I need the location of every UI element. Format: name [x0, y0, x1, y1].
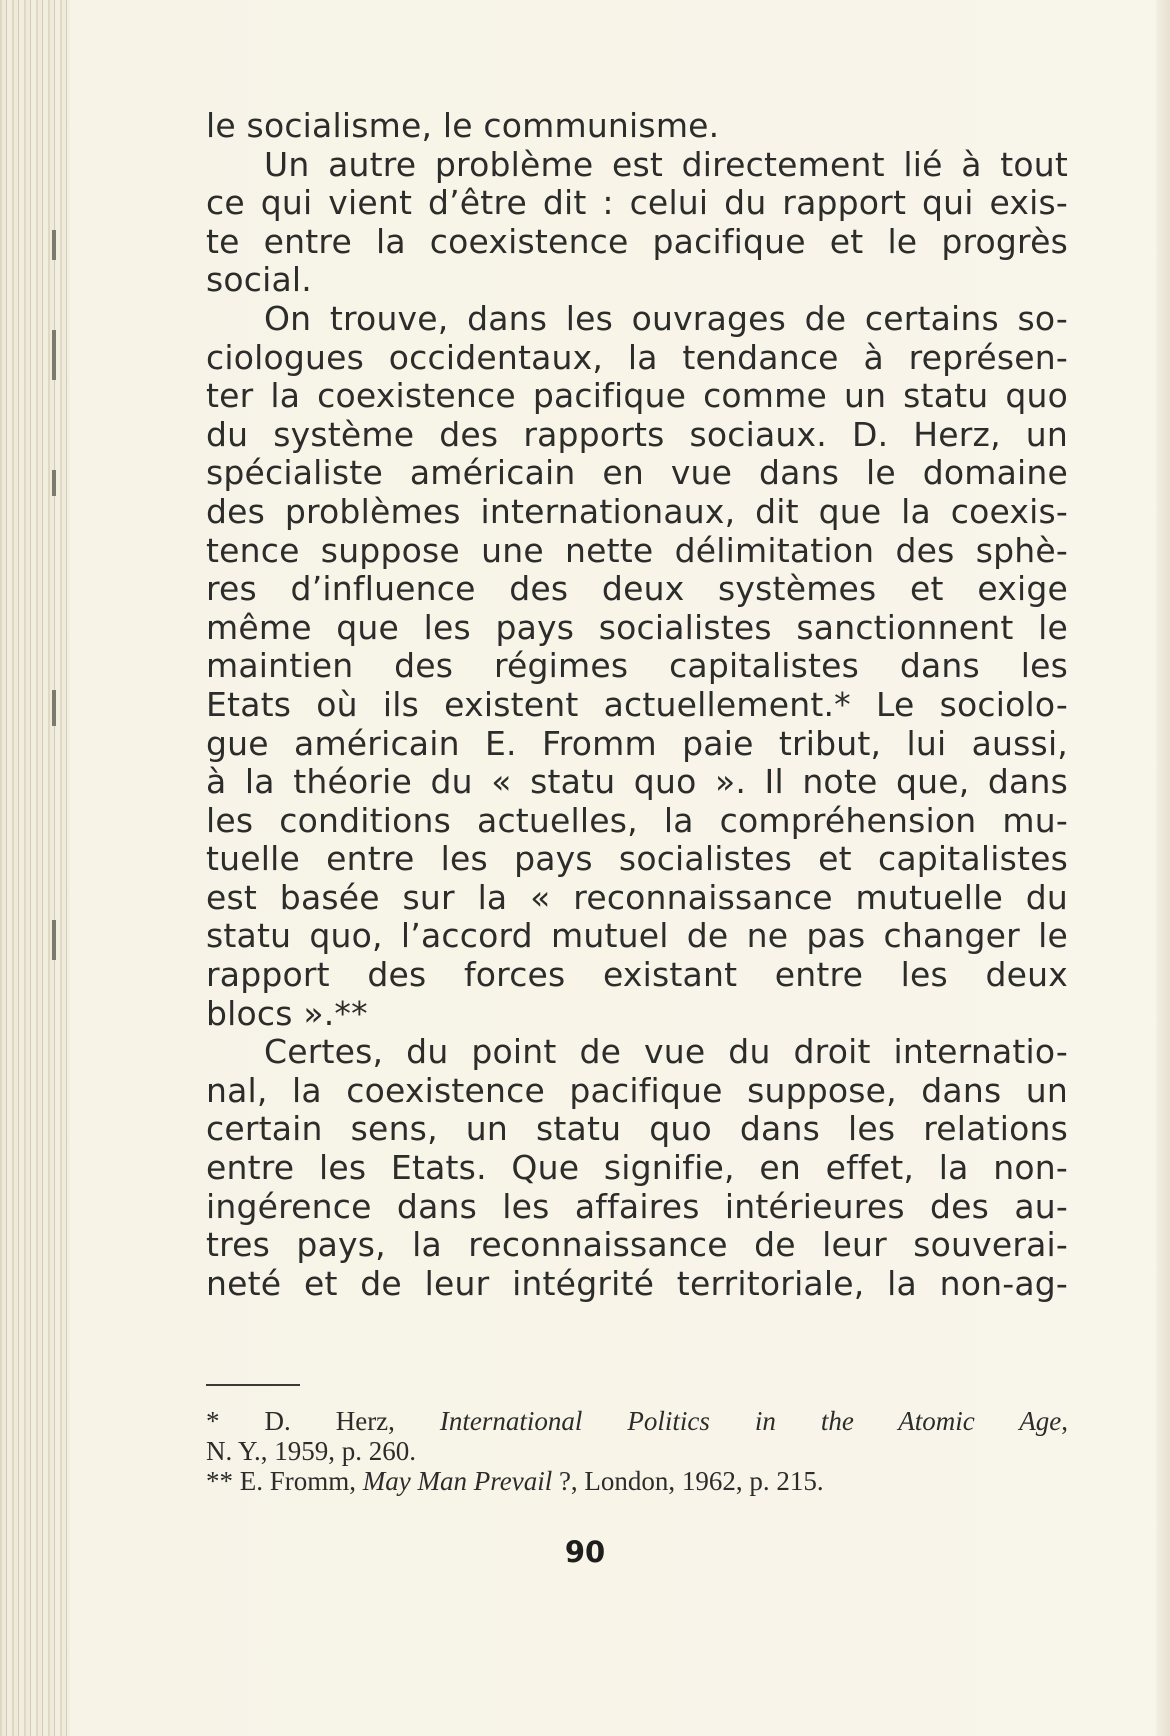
footnote-2-marker: ** E. Fromm, [206, 1466, 363, 1496]
footnote-rule [206, 1384, 300, 1386]
footnote-2 [206, 1466, 1068, 1496]
text-line: neté et de leur intégrité territoriale, la non-ag- [206, 1263, 1068, 1303]
text-line: tres pays, la reconnaissance de leur souverai- [206, 1225, 1068, 1265]
text-line: du système des rapports sociaux. D. Herz, un [206, 414, 1068, 454]
text-line: Certes, du point de vue du droit internatio- [264, 1032, 1068, 1072]
text-line: ter la coexistence pacifique comme un statu quo [206, 376, 1068, 416]
text-line: ce qui vient d’être dit : celui du rapport qui exis- [206, 183, 1068, 223]
spine-mark [52, 920, 56, 960]
text-line: est basée sur la « reconnaissance mutuelle du [206, 877, 1068, 917]
body-text [206, 107, 1068, 1303]
text-line: spécialiste américain en vue dans le domaine [206, 453, 1068, 493]
footnote-1-title: International Politics in the Atomic Age [439, 1406, 1062, 1436]
text-line: statu quo, l’accord mutuel de ne pas changer le [206, 916, 1068, 956]
text-line: le socialisme, le communisme. [206, 106, 720, 145]
footnote-1 [206, 1406, 1068, 1436]
text-line: ciologues occidentaux, la tendance à représen- [206, 337, 1068, 377]
text-line: certain sens, un statu quo dans les relations [206, 1109, 1068, 1149]
footnote-1-rest: , [1061, 1406, 1068, 1436]
text-line: res d’influence des deux systèmes et exige [206, 569, 1068, 609]
text-line: Un autre problème est directement lié à tout [264, 144, 1068, 184]
text-line: maintien des régimes capitalistes dans les [206, 646, 1068, 686]
text-line: ingérence dans les affaires intérieures des au- [206, 1186, 1068, 1226]
text-line: gue américain E. Fromm paie tribut, lui aussi, [206, 723, 1068, 763]
text-line: blocs ».** [206, 993, 368, 1033]
text-line: les conditions actuelles, la compréhension mu- [206, 800, 1068, 840]
text-line: entre les Etats. Que signifie, en effet, la non- [206, 1148, 1068, 1188]
text-line: social. [206, 260, 312, 300]
text-line: tence suppose une nette délimitation des sphè- [206, 530, 1068, 570]
book-spine-edge [0, 0, 70, 1736]
spine-mark [52, 470, 56, 496]
text-line: nal, la coexistence pacifique suppose, dans un [206, 1070, 1068, 1110]
text-line: On trouve, dans les ouvrages de certains so- [264, 298, 1068, 338]
footnote-2-rest: ?, London, 1962, p. 215. [552, 1466, 824, 1496]
text-line: même que les pays socialistes sanctionnent le [206, 607, 1068, 647]
text-line: rapport des forces existant entre les deux [206, 955, 1068, 995]
spine-mark [52, 690, 56, 726]
footnotes [206, 1406, 1068, 1496]
text-line: Etats où ils existent actuellement.* Le sociolo- [206, 684, 1068, 724]
footnote-2-title: May Man Prevail [362, 1466, 553, 1496]
footnote-1-continuation: N. Y., 1959, p. 260. [206, 1436, 417, 1466]
page-right-edge [1156, 0, 1170, 1736]
text-line: des problèmes internationaux, dit que la coexis- [206, 491, 1068, 531]
page-number: 90 [564, 1535, 606, 1569]
text-line: à la théorie du « statu quo ». Il note que, dans [206, 762, 1068, 802]
spine-mark [52, 330, 56, 380]
footnote-1-marker: * D. Herz, [206, 1406, 440, 1436]
spine-mark [52, 230, 56, 260]
text-line: tuelle entre les pays socialistes et capitalistes [206, 839, 1068, 879]
text-line: te entre la coexistence pacifique et le progrès [206, 221, 1068, 261]
